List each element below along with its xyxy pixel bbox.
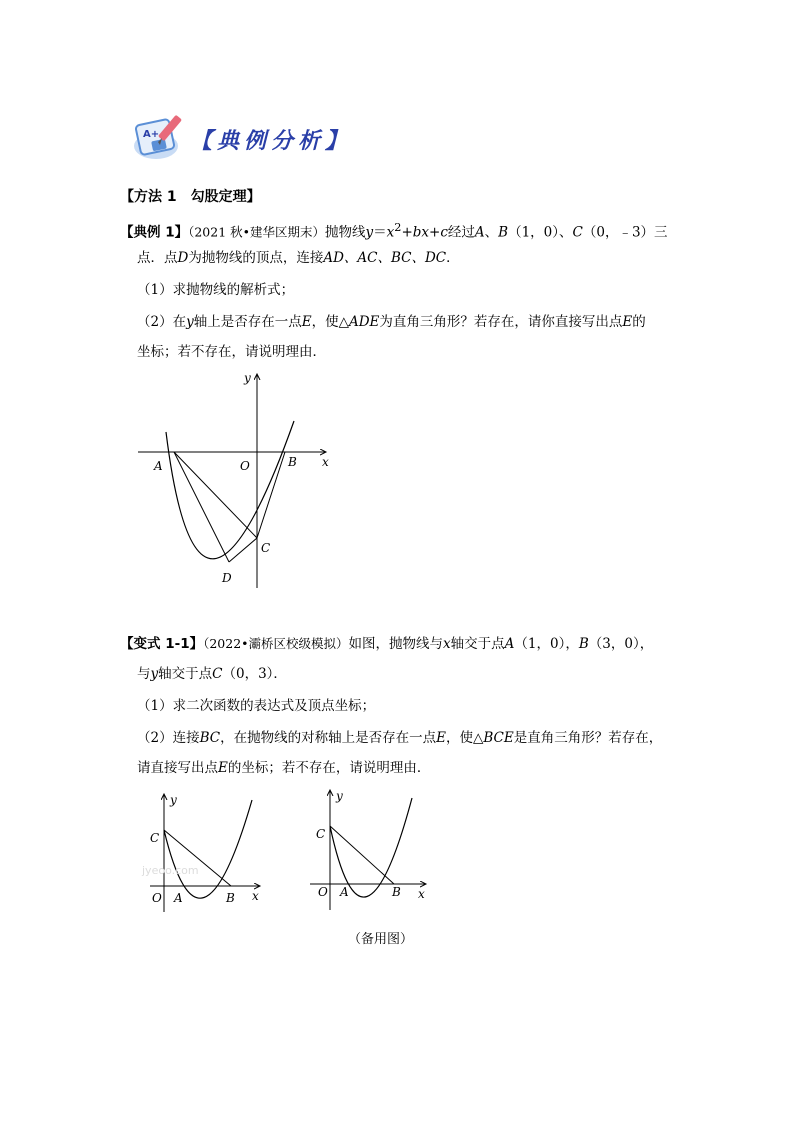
text: 、	[484, 224, 499, 241]
icon-badge: A+	[143, 129, 160, 140]
text: 为直角三角形？若存在，请你直接写出点	[379, 314, 623, 330]
text: 如图，抛物线与	[348, 636, 444, 652]
text: 点．点	[137, 250, 178, 266]
text: +bx+c	[401, 224, 448, 241]
label-D: D	[222, 571, 232, 585]
label-B: B	[226, 891, 235, 905]
text: 是直角三角形？若存在，	[513, 730, 663, 746]
ex2-question-1: （1）求二次函数的表达式及顶点坐标；	[137, 698, 376, 714]
segment-DC	[229, 538, 257, 562]
ex1-figure	[130, 366, 350, 600]
text: 与	[137, 666, 151, 682]
text: （0，3）．	[222, 666, 287, 682]
parabola	[330, 798, 412, 897]
text: BC	[199, 730, 221, 746]
text: 轴上是否存在一点	[193, 314, 302, 330]
text: D	[177, 250, 189, 266]
text: y	[186, 314, 194, 330]
label-x: x	[322, 455, 329, 469]
text: 轴交于点	[158, 666, 213, 682]
label-A: A	[174, 891, 183, 905]
ex2-figure-spare	[306, 786, 446, 920]
text: ADE	[348, 314, 380, 330]
text: BCE	[483, 730, 514, 746]
ex1-line-1	[120, 218, 680, 243]
text: x	[443, 636, 451, 652]
notebook-pencil-icon	[130, 112, 192, 164]
text: （0，﹣3）三	[582, 224, 668, 241]
text: ，在抛物线的对称轴上是否存在一点	[220, 730, 437, 746]
method-label: 【方法 1	[120, 189, 177, 205]
ex2-tag: 【变式 1-1】	[120, 636, 204, 652]
segment-BC	[257, 452, 285, 538]
ex1-tag: 【典例 1】	[120, 224, 189, 241]
label-y: y	[170, 793, 177, 807]
method-name: 勾股定理】	[190, 189, 261, 205]
label-A: A	[154, 459, 163, 473]
segment-AD	[174, 452, 229, 562]
text: 的	[632, 314, 646, 330]
text: C	[212, 666, 223, 682]
parabola	[164, 800, 252, 898]
text: ，使△	[445, 730, 484, 746]
text: E	[436, 730, 446, 746]
text: （2）在	[137, 314, 187, 330]
text: （1，0），	[514, 636, 579, 652]
text: 2	[394, 221, 402, 234]
label-y: y	[244, 371, 251, 385]
ex2-figure-main	[138, 790, 278, 924]
label-O: O	[240, 459, 250, 473]
text: B	[578, 636, 589, 652]
ex2-question-2-cont	[137, 758, 697, 778]
text: 轴交于点	[450, 636, 505, 652]
ex1-line-2	[137, 248, 697, 268]
text: （1，0）、	[508, 224, 573, 241]
ex1-question-2	[137, 312, 697, 332]
segment-BC	[164, 830, 231, 886]
label-C: C	[316, 827, 326, 841]
text: A	[474, 224, 485, 241]
label-C: C	[150, 831, 160, 845]
text: 抛物线	[325, 224, 366, 241]
ex2-line-2	[137, 664, 697, 684]
text: E	[218, 760, 228, 776]
text: ＝	[373, 224, 387, 241]
section-header	[130, 112, 370, 164]
text: 为抛物线的顶点，连接	[188, 250, 324, 266]
text: AD、AC、BC、DC	[323, 250, 447, 266]
figure-caption: （备用图）	[348, 932, 414, 947]
text: E	[301, 314, 312, 330]
method-heading	[120, 186, 261, 206]
text: y	[150, 666, 159, 682]
text: x	[386, 224, 395, 241]
text: ，使△	[311, 314, 349, 330]
text: 的坐标；若不存在，请说明理由．	[227, 760, 431, 776]
label-x: x	[418, 887, 425, 901]
text: 请直接写出点	[137, 760, 218, 776]
text: 经过	[447, 224, 475, 241]
parabola	[166, 421, 294, 559]
text: B	[498, 224, 509, 241]
ex2-source: （2022•灞桥区校级模拟）	[203, 636, 349, 651]
label-B: B	[288, 455, 297, 469]
text: y	[365, 224, 374, 241]
header-title: 【典例分析】	[190, 129, 353, 154]
segment-BC	[330, 826, 394, 884]
ex1-question-2-cont: 坐标；若不存在，请说明理由．	[137, 344, 326, 360]
text: （3，0），	[588, 636, 654, 652]
label-O: O	[152, 891, 162, 905]
text: C	[572, 224, 583, 241]
label-x: x	[252, 889, 259, 903]
ex1-source: （2021 秋•建华区期末）	[188, 224, 326, 240]
label-y: y	[336, 789, 343, 803]
label-C: C	[261, 541, 271, 555]
ex2-line-1	[120, 634, 680, 654]
text: E	[622, 314, 633, 330]
text: A	[504, 636, 515, 652]
watermark: jyeoo.com	[142, 864, 199, 877]
label-O: O	[318, 885, 328, 899]
ex1-question-1: （1）求抛物线的解析式；	[137, 282, 295, 298]
text: ．	[446, 250, 460, 266]
label-B: B	[392, 885, 401, 899]
ex2-question-2	[137, 728, 697, 748]
text: （2）连接	[137, 730, 200, 746]
label-A: A	[340, 885, 349, 899]
